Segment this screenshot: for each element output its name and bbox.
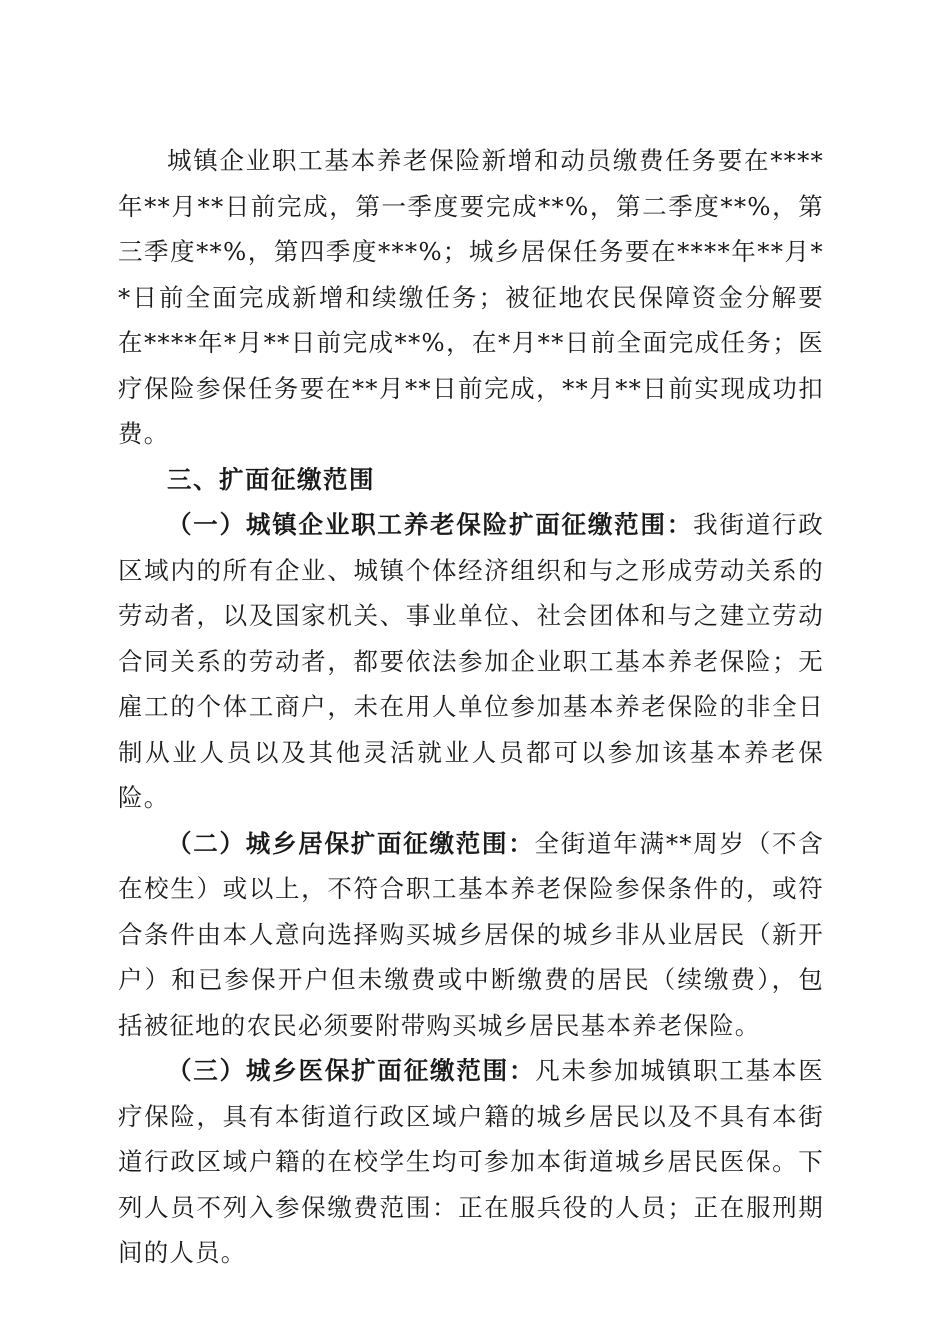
scope-item-medical: [118, 1048, 824, 1276]
section-heading: 三、扩面征缴范围: [167, 464, 375, 494]
scope-item-resident-pension: [118, 821, 824, 1049]
scope-item-body: 我街道行政区域内的所有企业、城镇个体经济组织和与之形成劳动关系的劳动者，以及国家机关、事业单位、社会团体和与之建立劳动合同关系的劳动者，都要依法参加企业职工基本养老保险；无雇工的个体工商户，未在用人单位参加基本养老保险的非全日制从业人员以及其他灵活就业人员都可以参加该基本养老保险。: [118, 510, 825, 812]
scope-item-lead: （三）城乡医保扩面征缴范围：: [167, 1056, 536, 1085]
scope-item-pension: [118, 502, 824, 821]
scope-item-lead: （一）城镇企业职工养老保险扩面征缴范围：: [167, 510, 694, 539]
scope-item-body: 全街道年满**周岁（不含在校生）或以上，不符合职工基本养老保险参保条件的，或符合条件由本人意向选择购买城乡居保的城乡非从业居民（新开户）和已参保开户但未缴费或中断缴费的居民（续缴费），包括被征地的农民必须要附带购买城乡居民基本养老保险。: [118, 828, 824, 1040]
scope-item-lead: （二）城乡居保扩面征缴范围：: [167, 828, 535, 858]
intro-paragraph: 城镇企业职工基本养老保险新增和动员缴费任务要在****年**月**日前完成，第一季度要完成**%，第二季度**%，第三季度**%，第四季度***%；城乡居保任务要在****年**月**日前全面完成新增和续缴任务；被征地农民保障资金分解要在****年*月**日前完成**%，在*月**日前全面完成任务；医疗保险参保任务要在**月**日前完成，**月**日前实现成功扣费。: [118, 146, 824, 448]
document-page: [118, 138, 824, 1276]
scope-item-body: 凡未参加城镇职工基本医疗保险，具有本街道行政区域户籍的城乡居民以及不具有本街道行政区域户籍的在校学生均可参加本街道城乡居民医保。下列人员不列入参保缴费范围：正在服兵役的人员；正在服刑期间的人员。: [118, 1056, 824, 1267]
